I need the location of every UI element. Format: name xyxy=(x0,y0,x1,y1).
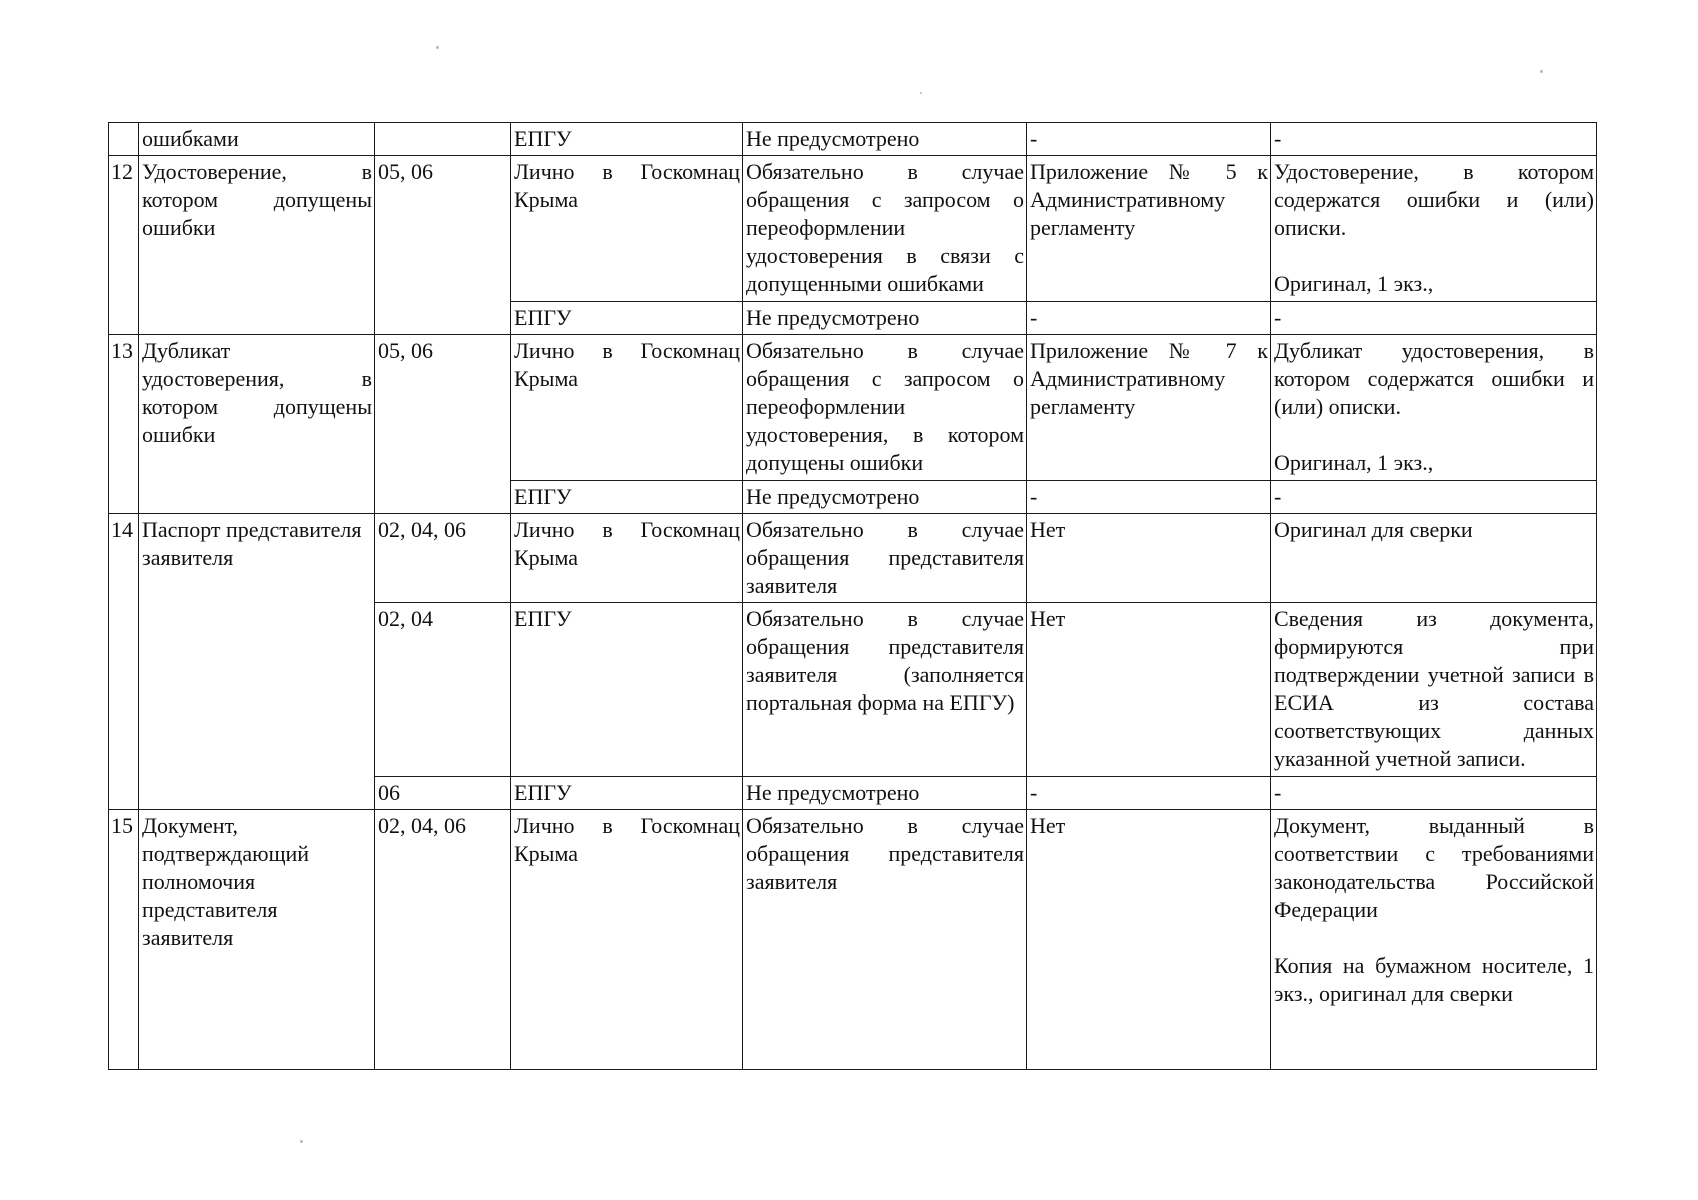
requirement-cell: Обязательно в случае обращения с запросом о переоформлении удостоверения в связи с допущенными ошибками xyxy=(743,156,1027,302)
documents-table xyxy=(108,122,1597,1070)
note-cell: - xyxy=(1271,777,1597,810)
note-copies: Оригинал, 1 экз., xyxy=(1274,271,1434,296)
note-text: Документ, выданный в соответствии с требованиями законодательства Российской Федерации xyxy=(1274,813,1594,922)
requirement-cell: Обязательно в случае обращения представителя заявителя (заполняется портальная форма на ЕПГУ) xyxy=(743,603,1027,777)
note-cell: - xyxy=(1271,481,1597,514)
codes-cell: 05, 06 xyxy=(375,335,511,514)
note-cell: Оригинал для сверки xyxy=(1271,514,1597,603)
codes-cell: 02, 04, 06 xyxy=(375,810,511,1070)
row-number-cell: 12 xyxy=(109,156,139,335)
note-cell: - xyxy=(1271,123,1597,156)
requirement-cell: Не предусмотрено xyxy=(743,302,1027,335)
scan-speck xyxy=(1540,70,1543,73)
submission-way-cell: ЕПГУ xyxy=(511,123,743,156)
row-number-cell: 15 xyxy=(109,810,139,1070)
requirement-cell: Не предусмотрено xyxy=(743,123,1027,156)
submission-way-cell: Лично в Госкомнац Крыма xyxy=(511,810,743,1070)
table-row xyxy=(109,156,1597,302)
document-name-cell: Дубликат удостоверения, в котором допущены ошибки xyxy=(139,335,375,514)
note-text: Дубликат удостоверения, в котором содержатся ошибки и (или) описки. xyxy=(1274,338,1594,419)
codes-cell: 06 xyxy=(375,777,511,810)
submission-way-cell: Лично в Госкомнац Крыма xyxy=(511,156,743,302)
note-cell: - xyxy=(1271,302,1597,335)
codes-cell: 02, 04, 06 xyxy=(375,514,511,603)
document-name-cell: Паспорт представителя заявителя xyxy=(139,514,375,810)
submission-way-cell: Лично в Госкомнац Крыма xyxy=(511,335,743,481)
note-text: Удостоверение, в котором содержатся ошибки и (или) описки. xyxy=(1274,159,1594,240)
form-cell: Нет xyxy=(1027,603,1271,777)
row-number-cell: 13 xyxy=(109,335,139,514)
form-cell: Приложение № 5 к Административному регламенту xyxy=(1027,156,1271,302)
form-cell: - xyxy=(1027,777,1271,810)
note-cell xyxy=(1271,156,1597,302)
submission-way-cell: Лично в Госкомнац Крыма xyxy=(511,514,743,603)
requirement-cell: Не предусмотрено xyxy=(743,777,1027,810)
document-name-cell: Документ, подтверждающий полномочия представителя заявителя xyxy=(139,810,375,1070)
scan-speck xyxy=(300,1140,303,1143)
submission-way-cell: ЕПГУ xyxy=(511,777,743,810)
note-cell xyxy=(1271,335,1597,481)
row-number-cell xyxy=(109,123,139,156)
requirement-cell: Обязательно в случае обращения представителя заявителя xyxy=(743,810,1027,1070)
document-name-cell: Удостоверение, в котором допущены ошибки xyxy=(139,156,375,335)
table-row xyxy=(109,810,1597,1070)
document-name-cell: ошибками xyxy=(139,123,375,156)
form-cell: Нет xyxy=(1027,810,1271,1070)
table-row xyxy=(109,123,1597,156)
submission-way-cell: ЕПГУ xyxy=(511,481,743,514)
row-number-cell: 14 xyxy=(109,514,139,810)
requirement-cell: Обязательно в случае обращения представителя заявителя xyxy=(743,514,1027,603)
form-cell: - xyxy=(1027,481,1271,514)
codes-cell: 02, 04 xyxy=(375,603,511,777)
scan-speck xyxy=(920,92,922,94)
submission-way-cell: ЕПГУ xyxy=(511,603,743,777)
note-copies: Оригинал, 1 экз., xyxy=(1274,450,1434,475)
codes-cell: 05, 06 xyxy=(375,156,511,335)
note-cell: Сведения из документа, формируются при подтверждении учетной записи в ЕСИА из состава соответствующих данных указанной учетной записи. xyxy=(1271,603,1597,777)
form-cell: - xyxy=(1027,123,1271,156)
requirement-cell: Обязательно в случае обращения с запросом о переоформлении удостоверения, в котором допущены ошибки xyxy=(743,335,1027,481)
table-row xyxy=(109,335,1597,481)
form-cell: Приложение № 7 к Административному регламенту xyxy=(1027,335,1271,481)
codes-cell xyxy=(375,123,511,156)
form-cell: - xyxy=(1027,302,1271,335)
requirement-cell: Не предусмотрено xyxy=(743,481,1027,514)
note-copies: Копия на бумажном носителе, 1 экз., оригинал для сверки xyxy=(1274,953,1594,1006)
scan-speck xyxy=(436,46,439,49)
form-cell: Нет xyxy=(1027,514,1271,603)
table-row xyxy=(109,514,1597,603)
submission-way-cell: ЕПГУ xyxy=(511,302,743,335)
note-cell xyxy=(1271,810,1597,1070)
